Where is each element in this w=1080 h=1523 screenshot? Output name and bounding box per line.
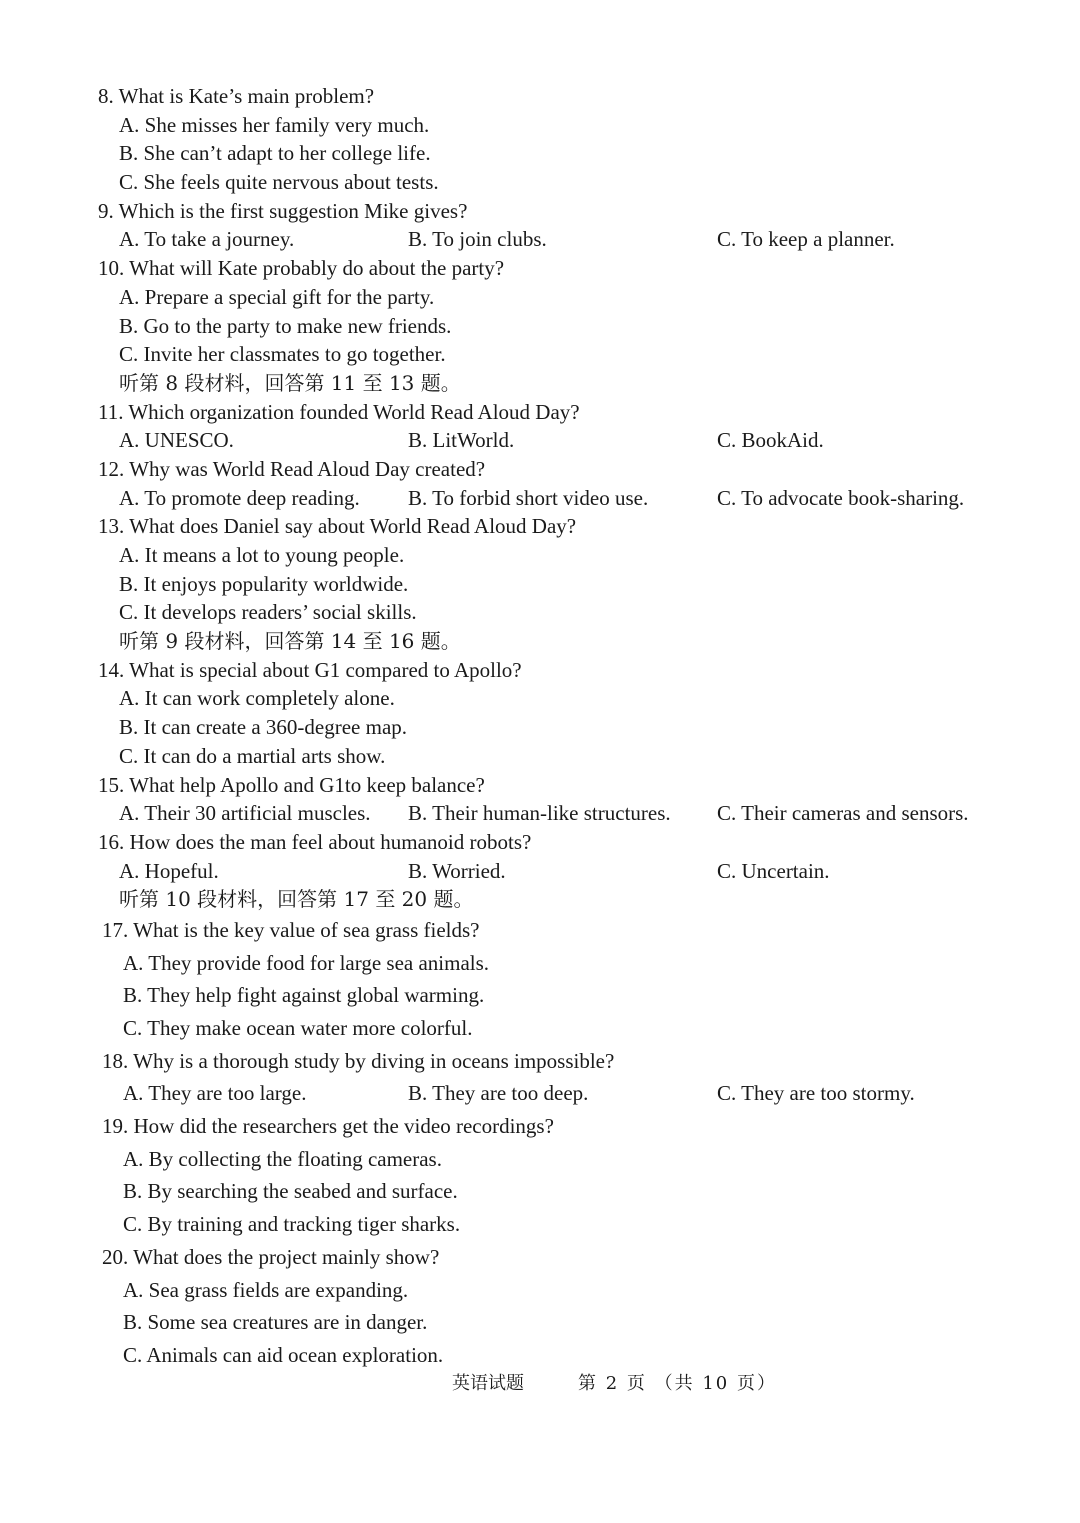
option-b: B. Go to the party to make new friends.	[119, 313, 452, 338]
question-stem: 18. Why is a thorough study by diving in oceans impossible?	[102, 1048, 615, 1073]
option-b: B. She can’t adapt to her college life.	[119, 141, 431, 166]
question-15	[98, 771, 998, 828]
section-instruction: 听第 9 段材料，回答第 14 至 16 题。	[119, 629, 461, 654]
section-10-questions	[98, 914, 998, 1372]
option-a: A. By collecting the floating cameras.	[123, 1146, 442, 1171]
question-stem: 16. How does the man feel about humanoid robots?	[98, 829, 532, 854]
option-a: A. Their 30 artificial muscles.	[119, 801, 371, 826]
question-content	[98, 82, 998, 1372]
option-b: B. They are too deep.	[408, 1081, 589, 1106]
footer-subject: 英语试题	[452, 1373, 524, 1394]
option-a: A. To take a journey.	[119, 227, 295, 252]
question-stem: 12. Why was World Read Aloud Day created?	[98, 456, 486, 481]
question-stem: 17. What is the key value of sea grass fields?	[102, 917, 480, 942]
option-c: C. Their cameras and sensors.	[717, 801, 969, 826]
question-14	[98, 656, 998, 771]
option-c: C. Animals can aid ocean exploration.	[123, 1342, 444, 1367]
question-18	[98, 1045, 998, 1110]
option-b: B. It enjoys popularity worldwide.	[119, 571, 409, 596]
question-16	[98, 828, 998, 885]
option-c: C. By training and tracking tiger sharks.	[123, 1212, 461, 1237]
section-instruction: 听第 10 段材料，回答第 17 至 20 题。	[119, 887, 474, 912]
question-stem: 14. What is special about G1 compared to Apollo?	[98, 657, 522, 682]
options-row	[98, 1077, 998, 1110]
option-b: B. They help fight against global warming.	[123, 983, 485, 1008]
option-c: C. To keep a planner.	[717, 227, 895, 252]
option-c: C. She feels quite nervous about tests.	[119, 170, 439, 195]
option-a: A. It can work completely alone.	[119, 686, 395, 711]
question-8	[98, 82, 998, 197]
options-row	[98, 426, 998, 455]
option-b: B. Some sea creatures are in danger.	[123, 1310, 428, 1335]
question-13	[98, 512, 998, 627]
options-row	[98, 225, 998, 254]
question-20	[98, 1241, 998, 1372]
question-stem: 9. Which is the first suggestion Mike gives?	[98, 198, 468, 223]
question-11	[98, 398, 998, 455]
question-stem: 11. Which organization founded World Read Aloud Day?	[98, 399, 580, 424]
option-c: C. They are too stormy.	[717, 1081, 915, 1106]
question-stem: 10. What will Kate probably do about the party?	[98, 256, 505, 281]
option-a: A. To promote deep reading.	[119, 485, 360, 510]
option-a: A. Hopeful.	[119, 858, 219, 883]
option-a: A. UNESCO.	[119, 428, 234, 453]
question-9	[98, 197, 998, 254]
footer-page-number: 第 2 页 （共 10 页）	[578, 1373, 777, 1394]
question-stem: 8. What is Kate’s main problem?	[98, 84, 375, 108]
option-b: B. Worried.	[408, 858, 506, 883]
option-c: C. Uncertain.	[717, 858, 830, 883]
options-row	[98, 799, 998, 828]
option-c: C. They make ocean water more colorful.	[123, 1016, 473, 1040]
option-c: C. It develops readers’ social skills.	[119, 600, 417, 625]
options-row	[98, 857, 998, 886]
option-b: B. Their human-like structures.	[408, 801, 671, 826]
option-b: B. By searching the seabed and surface.	[123, 1179, 458, 1204]
options-row	[98, 484, 998, 513]
section-instruction: 听第 8 段材料，回答第 11 至 13 题。	[119, 370, 461, 395]
question-10	[98, 254, 998, 369]
option-b: B. To forbid short video use.	[408, 485, 649, 510]
page-footer	[0, 1369, 1080, 1399]
question-stem: 19. How did the researchers get the video recordings?	[102, 1114, 554, 1139]
option-c: C. BookAid.	[717, 428, 824, 453]
question-17	[98, 914, 998, 1045]
question-19	[98, 1110, 998, 1241]
option-c: C. It can do a martial arts show.	[119, 743, 386, 768]
option-a: A. They provide food for large sea animals.	[123, 950, 490, 975]
option-a: A. Sea grass fields are expanding.	[123, 1277, 409, 1302]
option-c: C. To advocate book-sharing.	[717, 485, 965, 510]
option-a: A. She misses her family very much.	[119, 112, 430, 137]
option-c: C. Invite her classmates to go together.	[119, 342, 446, 367]
option-b: B. To join clubs.	[408, 227, 547, 252]
option-a: A. Prepare a special gift for the party.	[119, 284, 435, 309]
question-12	[98, 455, 998, 512]
question-stem: 13. What does Daniel say about World Read Aloud Day?	[98, 514, 577, 539]
option-a: A. It means a lot to young people.	[119, 543, 405, 567]
option-b: B. LitWorld.	[408, 428, 515, 453]
question-stem: 15. What help Apollo and G1to keep balance?	[98, 772, 485, 797]
question-stem: 20. What does the project mainly show?	[102, 1244, 440, 1269]
option-a: A. They are too large.	[123, 1081, 307, 1106]
option-b: B. It can create a 360-degree map.	[119, 715, 408, 740]
